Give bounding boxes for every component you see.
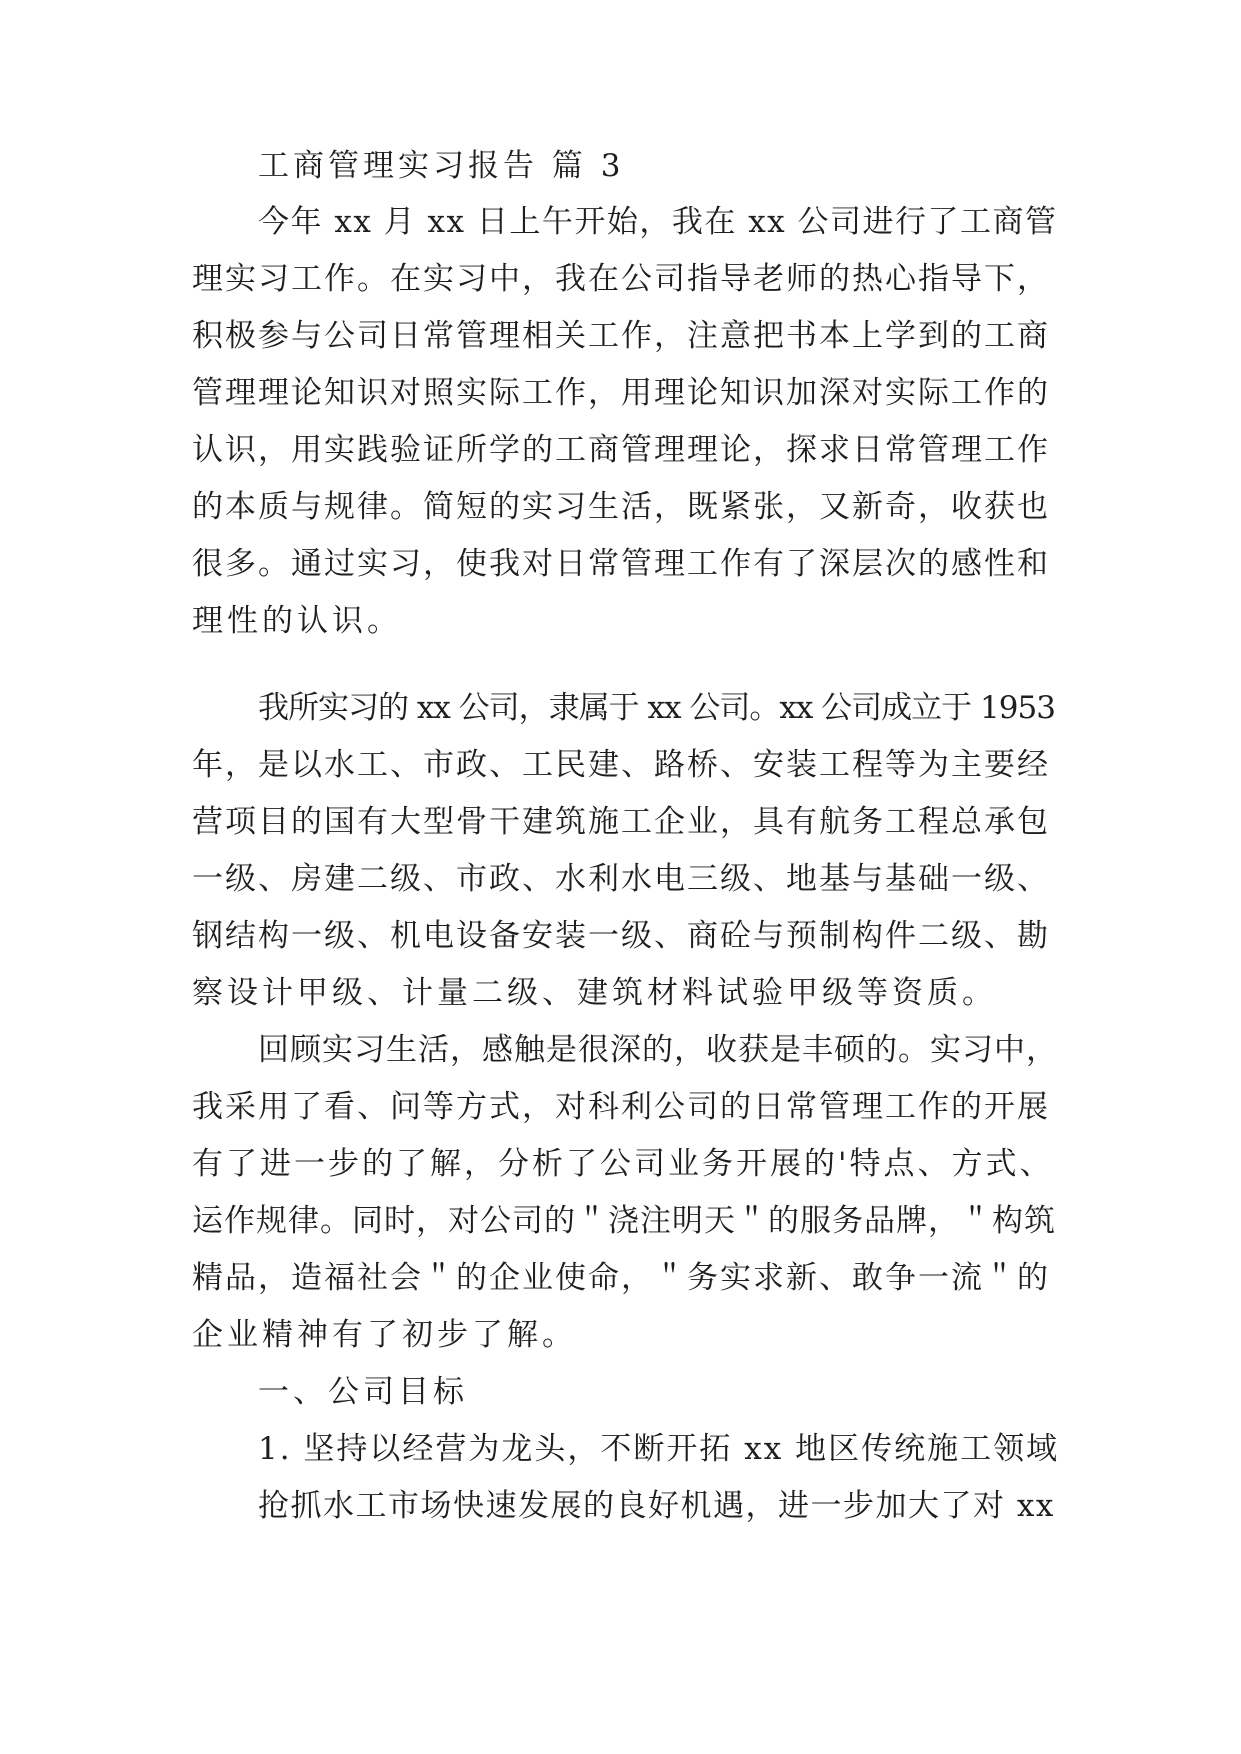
paragraph-line: 我采用了看、问等方式，对科利公司的日常管理工作的开展 — [192, 1089, 1050, 1125]
section-heading: 一、公司目标 — [258, 1374, 468, 1410]
paragraph-line: 精品，造福社会＂的企业使命，＂务实求新、敢争一流＂的 — [192, 1260, 1050, 1296]
paragraph-line: 今年 xx 月 xx 日上午开始，我在 xx 公司进行了工商管 — [258, 204, 1058, 240]
list-item-continuation: 抢抓水工市场快速发展的良好机遇，进一步加大了对 xx — [258, 1488, 1055, 1524]
paragraph-line: 理实习工作。在实习中，我在公司指导老师的热心指导下， — [192, 261, 1050, 297]
paragraph-line: 钢结构一级、机电设备安装一级、商砼与预制构件二级、勘 — [192, 918, 1050, 954]
paragraph-line: 运作规律。同时，对公司的＂浇注明天＂的服务品牌，＂构筑 — [192, 1203, 1056, 1239]
paragraph-line: 企业精神有了初步了解。 — [192, 1317, 577, 1353]
paragraph-line: 很多。通过实习，使我对日常管理工作有了深层次的感性和 — [192, 546, 1050, 582]
paragraph-line: 积极参与公司日常管理相关工作，注意把书本上学到的工商 — [192, 318, 1050, 354]
paragraph-line: 回顾实习生活，感触是很深的，收获是丰硕的。实习中， — [258, 1032, 1058, 1068]
paragraph-line: 年，是以水工、市政、工民建、路桥、安装工程等为主要经 — [192, 747, 1050, 783]
paragraph-line: 我所实习的 xx 公司，隶属于 xx 公司。xx 公司成立于 1953 — [258, 690, 1055, 726]
paragraph-line: 理性的认识。 — [192, 603, 402, 639]
paragraph-line: 的本质与规律。简短的实习生活，既紧张，又新奇，收获也 — [192, 489, 1050, 525]
paragraph-line: 有了进一步的了解，分析了公司业务开展的'特点、方式、 — [192, 1146, 1054, 1182]
list-item: 1. 坚持以经营为龙头，不断开拓 xx 地区传统施工领域 — [258, 1431, 1060, 1467]
paragraph-line: 认识，用实践验证所学的工商管理理论，探求日常管理工作 — [192, 432, 1050, 468]
paragraph-line: 一级、房建二级、市政、水利水电三级、地基与基础一级、 — [192, 861, 1050, 897]
paragraph-line: 营项目的国有大型骨干建筑施工企业，具有航务工程总承包 — [192, 804, 1050, 840]
document-title: 工商管理实习报告 篇 3 — [258, 148, 625, 184]
paragraph-line: 察设计甲级、计量二级、建筑材料试验甲级等资质。 — [192, 975, 997, 1011]
paragraph-line: 管理理论知识对照实际工作，用理论知识加深对实际工作的 — [192, 375, 1050, 411]
